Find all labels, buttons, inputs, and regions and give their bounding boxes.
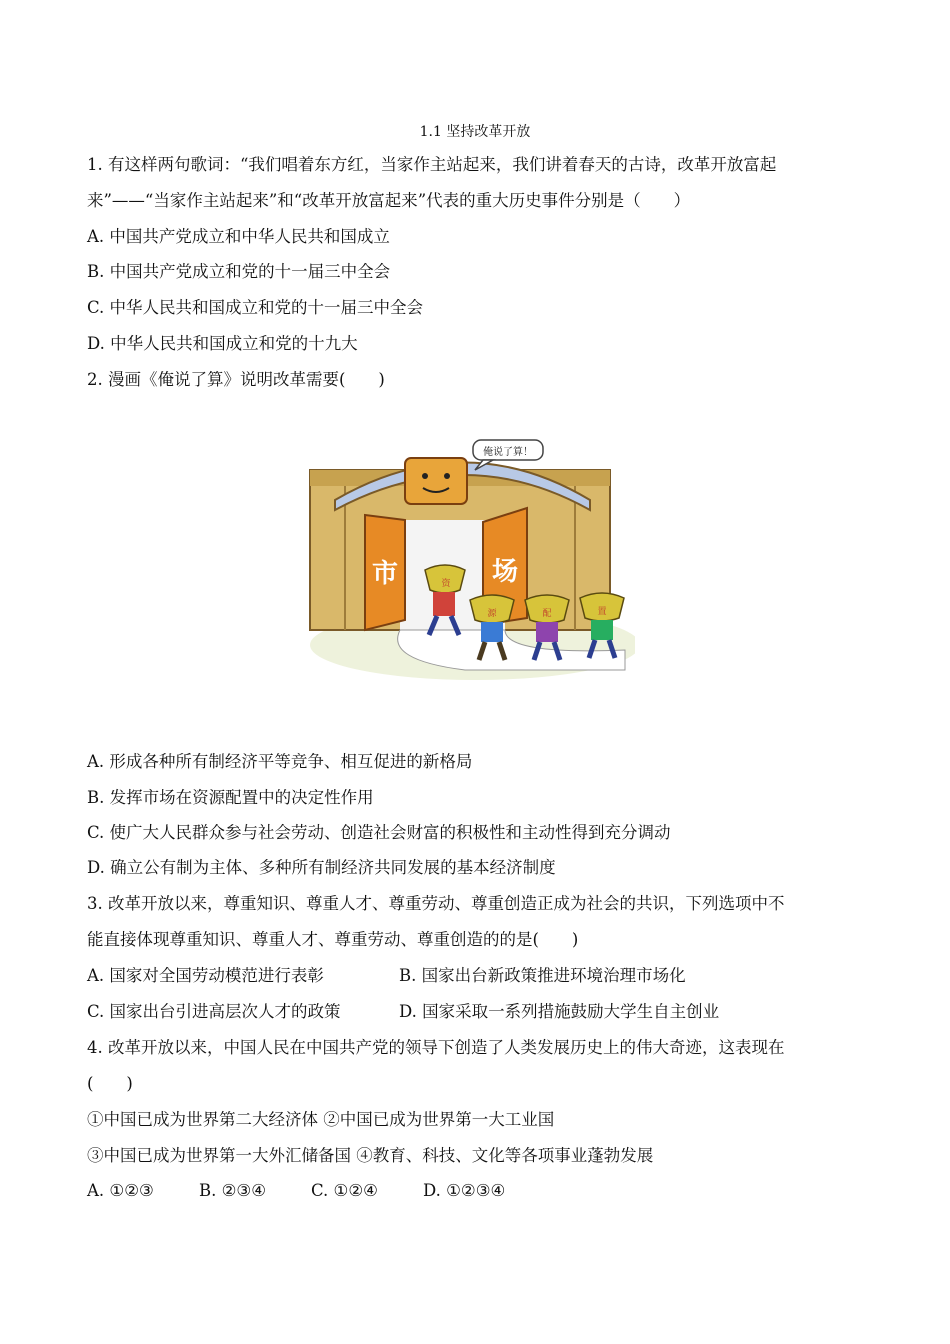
q2-stem: 2. 漫画《俺说了算》说明改革需要( ) xyxy=(87,370,385,389)
q1-option-a: A. 中国共产党成立和中华人民共和国成立 xyxy=(87,227,390,246)
q1-option-b: B. 中国共产党成立和党的十一届三中全会 xyxy=(87,262,391,281)
q4-option-b: B. ②③④ xyxy=(199,1181,266,1200)
q4-options-row xyxy=(87,1181,505,1201)
q3-option-c: C. 国家出台引进高层次人才的政策 xyxy=(87,1002,341,1021)
q1-option-c: C. 中华人民共和国成立和党的十一届三中全会 xyxy=(87,298,424,317)
q2-option-a: A. 形成各种所有制经济平等竞争、相互促进的新格局 xyxy=(87,752,473,771)
q1-option-d: D. 中华人民共和国成立和党的十九大 xyxy=(87,334,358,353)
q1-stem-line1: 1. 有这样两句歌词：“我们唱着东方红，当家作主站起来，我们讲着春天的古诗，改革开放富起 xyxy=(87,155,777,174)
face-sign xyxy=(405,458,467,504)
cartoon-image xyxy=(305,430,635,680)
q3-option-d: D. 国家采取一系列措施鼓励大学生自主创业 xyxy=(399,1002,720,1021)
speech-bubble-text: 俺说了算！ xyxy=(483,447,533,458)
bowl-label-3: 配 xyxy=(542,609,552,619)
q2-option-c: C. 使广大人民群众参与社会劳动、创造社会财富的积极性和主动性得到充分调动 xyxy=(87,823,671,842)
bowl-label-4: 置 xyxy=(597,607,607,617)
q4-items-line2: ③中国已成为世界第一大外汇储备国 ④教育、科技、文化等各项事业蓬勃发展 xyxy=(87,1146,654,1165)
door-left-char: 市 xyxy=(371,559,399,589)
q2-option-d: D. 确立公有制为主体、多种所有制经济共同发展的基本经济制度 xyxy=(87,858,556,877)
q4-stem-line2: ( ) xyxy=(87,1074,133,1093)
q4-option-a: A. ①②③ xyxy=(87,1181,154,1200)
q4-option-d: D. ①②③④ xyxy=(423,1181,506,1200)
q3-stem-line2: 能直接体现尊重知识、尊重人才、尊重劳动、尊重创造的的是( ) xyxy=(87,930,579,949)
q1-stem-line2: 来”——“当家作主站起来”和“改革开放富起来”代表的重大历史事件分别是（ ） xyxy=(87,191,691,210)
door-right-char: 场 xyxy=(491,557,519,587)
q4-items-line1: ①中国已成为世界第二大经济体 ②中国已成为世界第一大工业国 xyxy=(87,1110,555,1129)
bowl-label-1: 资 xyxy=(441,579,451,589)
q3-option-b: B. 国家出台新政策推进环境治理市场化 xyxy=(399,966,686,985)
q3-option-a: A. 国家对全国劳动模范进行表彰 xyxy=(87,966,324,985)
q4-stem-line1: 4. 改革开放以来，中国人民在中国共产党的领导下创造了人类发展历史上的伟大奇迹，这表现在 xyxy=(87,1038,785,1057)
q3-options-row2 xyxy=(87,1002,719,1022)
q3-options-row1 xyxy=(87,966,686,986)
q2-option-b: B. 发挥市场在资源配置中的决定性作用 xyxy=(87,788,374,807)
q4-option-c: C. ①②④ xyxy=(311,1181,378,1200)
q3-stem-line1: 3. 改革开放以来，尊重知识、尊重人才、尊重劳动、尊重创造正成为社会的共识，下列选项中不 xyxy=(87,894,785,913)
page-title: 1.1 坚持改革开放 xyxy=(419,124,531,140)
bowl-label-2: 源 xyxy=(487,609,497,619)
